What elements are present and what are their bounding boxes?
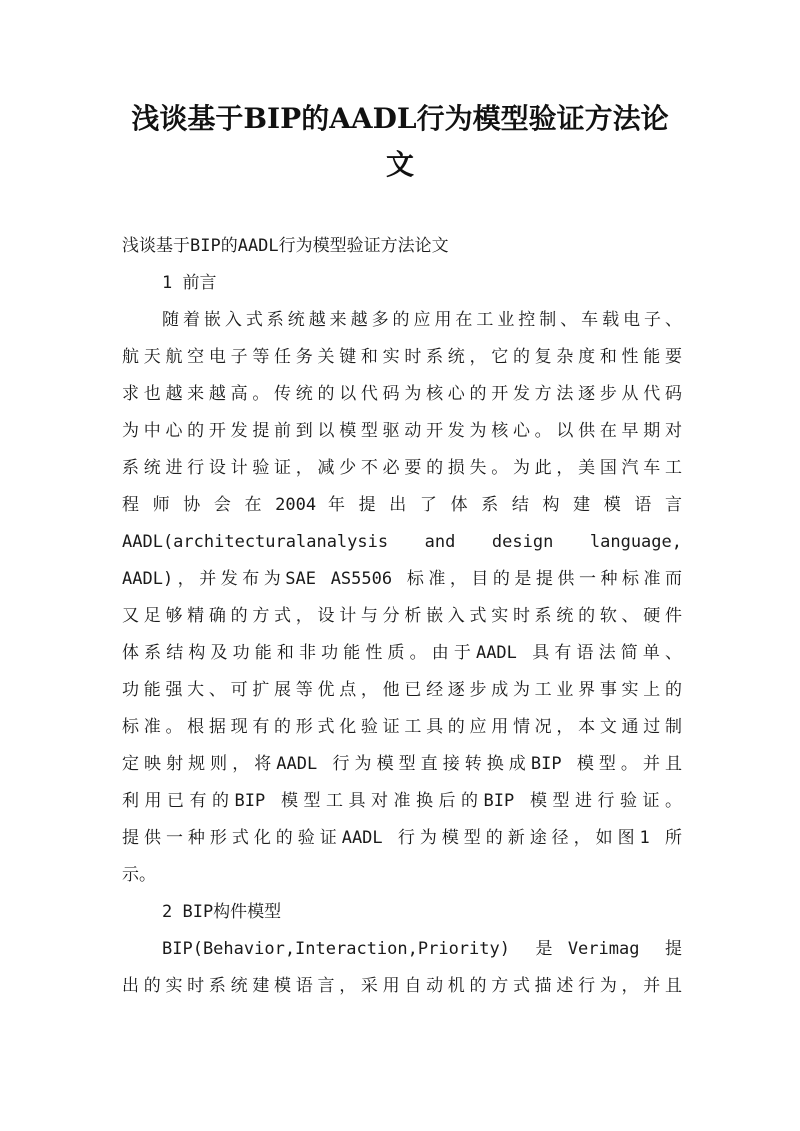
paragraph-line: 求也越来越高。传统的以代码为核心的开发方法逐步从代码 [122,384,682,404]
paragraph-line: 航天航空电子等任务关键和实时系统，它的复杂度和性能要 [122,347,682,367]
paragraph-line: 定映射规则，将AADL 行为模型直接转换成BIP 模型。并且 [122,754,682,774]
paragraph-line: 提供一种形式化的验证AADL 行为模型的新途径，如图1 所 [122,828,682,848]
paragraph-line: AADL(architecturalanalysis and design language, [122,532,682,552]
paragraph-line: 利用已有的BIP 模型工具对准换后的BIP 模型进行验证。 [122,791,682,811]
document-title-line-1: 浅谈基于BIP的AADL行为模型验证方法论 [131,102,669,135]
paragraph-line: 示。 [122,865,156,885]
section-2-heading: 2 BIP构件模型 [162,902,282,922]
paragraph-line: 为中心的开发提前到以模型驱动开发为核心。以供在早期对 [122,421,682,441]
document-title [110,96,690,188]
section-1-heading: 1 前言 [162,273,217,293]
paragraph-line: 标准。根据现有的形式化验证工具的应用情况，本文通过制 [122,717,682,737]
paragraph-line: 功能强大、可扩展等优点，他已经逐步成为工业界事实上的 [122,680,682,700]
paragraph-line: AADL)，并发布为SAE AS5506 标准，目的是提供一种标准而 [122,569,682,589]
document-body [122,228,682,1005]
paragraph-line: 出的实时系统建模语言，采用自动机的方式描述行为，并且 [122,976,682,996]
paragraph-line: 体系结构及功能和非功能性质。由于AADL 具有语法简单、 [122,643,682,663]
paragraph-line: BIP(Behavior,Interaction,Priority) 是Verimag 提 [162,939,682,959]
paragraph-line: 程 师 协 会 在 2004 年 提 出 了 体 系 结 构 建 模 语 言 [122,495,682,515]
paragraph-line: 又足够精确的方式，设计与分析嵌入式实时系统的软、硬件 [122,606,682,626]
document-title-line-2: 文 [385,148,414,181]
paragraph-line: 随着嵌入式系统越来越多的应用在工业控制、车载电子、 [162,310,682,330]
paragraph-line: 系统进行设计验证，减少不必要的损失。为此，美国汽车工 [122,458,682,478]
document-subtitle: 浅谈基于BIP的AADL行为模型验证方法论文 [122,236,449,256]
paragraph-intro [122,302,682,894]
paragraph-bip [122,931,682,1005]
